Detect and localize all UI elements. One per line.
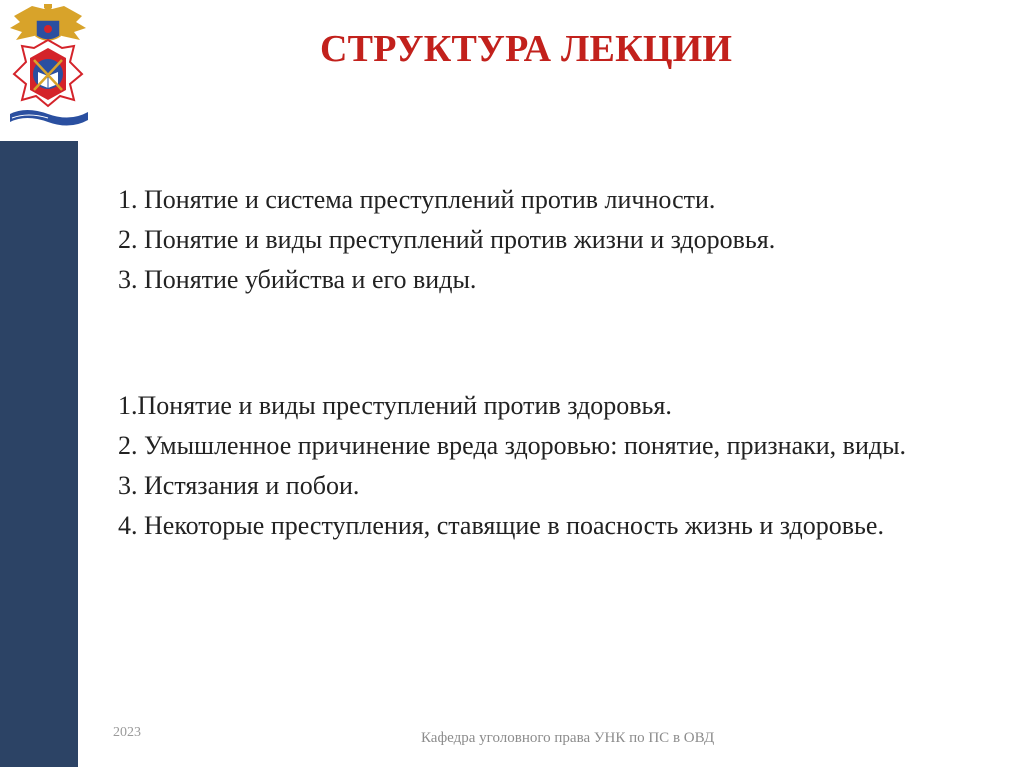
footer-year: 2023 — [113, 725, 141, 740]
list-item: 3. Истязания и побои. — [118, 471, 360, 500]
police-academy-emblem-icon — [4, 2, 92, 130]
lecture-structure-list-1 — [118, 180, 998, 300]
list-item: 1. Понятие и система преступлений против личности. — [118, 185, 716, 214]
list-item: 4. Некоторые преступления, ставящие в поасность жизнь и здоровье. — [118, 511, 884, 540]
lecture-structure-list-2 — [118, 386, 998, 546]
list-item: 2. Умышленное причинение вреда здоровью: понятие, признаки, виды. — [118, 431, 907, 460]
list-item: 1.Понятие и виды преступлений против здоровья. — [118, 391, 672, 420]
list-item: 3. Понятие убийства и его виды. — [118, 265, 477, 294]
sidebar-decorative-bar — [0, 141, 78, 767]
list-item: 2. Понятие и виды преступлений против жизни и здоровья. — [118, 225, 776, 254]
slide-title: СТРУКТУРА ЛЕКЦИИ — [320, 28, 733, 70]
footer-department: Кафедра уголовного права УНК по ПС в ОВД — [421, 730, 715, 746]
